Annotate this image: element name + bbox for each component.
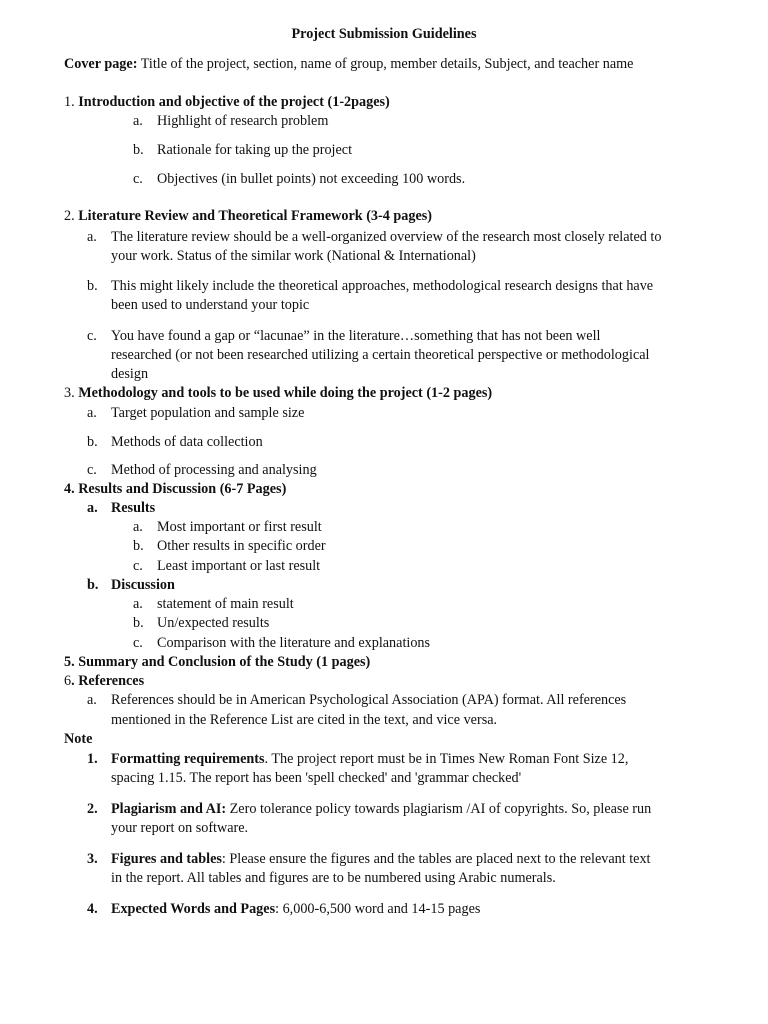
list-item: Rationale for taking up the project <box>157 142 353 158</box>
list-item: statement of main result <box>157 596 294 612</box>
section-4-heading: 4. Results and Discussion (6-7 Pages) <box>64 481 287 497</box>
cover-page-line <box>64 55 633 74</box>
discussion-subheading: Discussion <box>111 577 175 593</box>
section-5-heading: 5. Summary and Conclusion of the Study (1 pages) <box>64 654 371 670</box>
list-marker: c. <box>87 462 97 478</box>
list-marker: b. <box>87 278 98 294</box>
list-marker: b. <box>133 142 144 158</box>
list-marker: b. <box>87 577 99 593</box>
section-number: 2. <box>64 208 79 224</box>
list-marker: a. <box>87 405 97 421</box>
note-text: : 6,000-6,500 word and 14-15 pages <box>275 901 481 917</box>
list-marker: b. <box>87 434 98 450</box>
list-marker: a. <box>87 500 98 516</box>
section-title: Introduction and objective of the project (1-2pages) <box>78 94 390 110</box>
list-item: Least important or last result <box>157 558 321 574</box>
note-text: Zero tolerance policy towards plagiarism /AI of copyrights. So, please run <box>226 801 652 817</box>
section-2-heading <box>64 207 432 226</box>
list-item: Method of processing and analysing <box>111 462 317 478</box>
note-label: Formatting requirements <box>111 751 265 767</box>
section-title: Literature Review and Theoretical Framework (3-4 pages) <box>78 208 433 224</box>
section-title: . References <box>71 673 145 689</box>
cover-page-label: Cover page: <box>64 56 138 72</box>
note-item-line: in the report. All tables and figures are to be numbered using Arabic numerals. <box>111 870 556 886</box>
list-marker: a. <box>133 596 143 612</box>
list-marker: 3. <box>87 851 98 867</box>
note-text: : Please ensure the figures and the tables are placed next to the relevant text <box>221 851 651 867</box>
section-number: 3. <box>64 385 79 401</box>
list-item-line: been used to understand your topic <box>111 297 310 313</box>
section-title: Methodology and tools to be used while doing the project (1-2 pages) <box>78 385 493 401</box>
list-marker: a. <box>133 113 143 129</box>
note-item-line <box>111 850 651 869</box>
note-text: . The project report must be in Times New Roman Font Size 12, <box>264 751 629 767</box>
list-marker: 4. <box>87 901 98 917</box>
results-subheading: Results <box>111 500 156 516</box>
list-item: Most important or first result <box>157 519 322 535</box>
list-item-line: The literature review should be a well-organized overview of the research most closely related to <box>111 229 662 245</box>
list-item: Comparison with the literature and explanations <box>157 635 431 651</box>
list-item-line: researched (or not been researched utilizing a certain theoretical perspective or methodological <box>111 347 650 363</box>
list-item: Target population and sample size <box>111 405 305 421</box>
list-marker: a. <box>87 229 97 245</box>
list-item: Un/expected results <box>157 615 270 631</box>
note-item-line: spacing 1.15. The report has been 'spell checked' and 'grammar checked' <box>111 770 522 786</box>
list-item-line: You have found a gap or “lacunae” in the literature…something that has not been well <box>111 328 601 344</box>
list-item-line: your work. Status of the similar work (National & International) <box>111 248 476 264</box>
list-item-line: This might likely include the theoretical approaches, methodological research designs that have <box>111 278 654 294</box>
list-marker: c. <box>133 558 143 574</box>
cover-page-text: Title of the project, section, name of group, member details, Subject, and teacher name <box>137 56 634 72</box>
list-item-line: mentioned in the Reference List are cited in the text, and vice versa. <box>111 712 498 728</box>
note-item-line <box>111 900 480 919</box>
note-label: Plagiarism and AI: <box>111 801 227 817</box>
list-item-line: design <box>111 366 149 382</box>
list-marker: 2. <box>87 801 98 817</box>
list-item: Methods of data collection <box>111 434 263 450</box>
list-item: Other results in specific order <box>157 538 326 554</box>
section-number: 6 <box>64 673 72 689</box>
note-heading: Note <box>64 731 93 747</box>
list-marker: 1. <box>87 751 98 767</box>
list-marker: c. <box>133 635 143 651</box>
note-label: Figures and tables <box>111 851 222 867</box>
note-item-line: your report on software. <box>111 820 249 836</box>
list-marker: b. <box>133 538 144 554</box>
note-label: Expected Words and Pages <box>111 901 276 917</box>
list-marker: c. <box>87 328 97 344</box>
section-1-heading <box>64 93 390 112</box>
page-title: Project Submission Guidelines <box>291 26 477 42</box>
section-3-heading <box>64 384 492 403</box>
list-marker: a. <box>133 519 143 535</box>
list-item: Highlight of research problem <box>157 113 329 129</box>
note-item-line <box>111 800 651 819</box>
section-6-heading <box>64 672 144 691</box>
list-item-line: References should be in American Psychological Association (APA) format. All references <box>111 692 627 708</box>
list-item: Objectives (in bullet points) not exceeding 100 words. <box>157 171 466 187</box>
list-marker: b. <box>133 615 144 631</box>
section-number: 1. <box>64 94 79 110</box>
note-item-line <box>111 750 628 769</box>
list-marker: a. <box>87 692 97 708</box>
list-marker: c. <box>133 171 143 187</box>
